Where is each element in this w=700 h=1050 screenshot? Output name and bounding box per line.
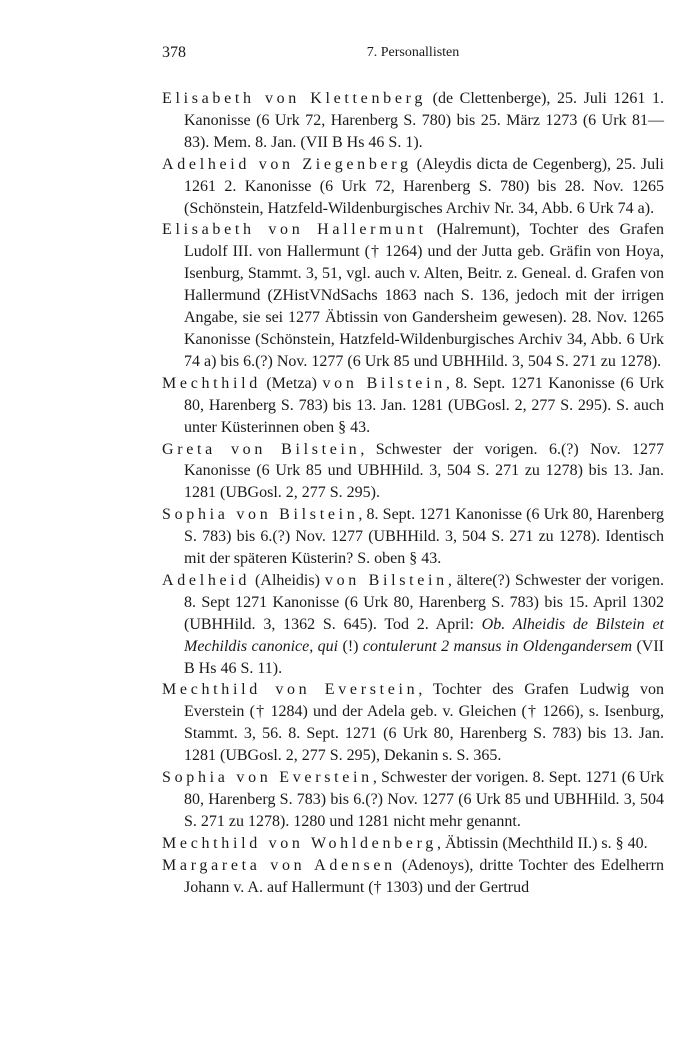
entry — [162, 439, 664, 505]
entry-name: Mechthild — [162, 374, 261, 392]
entry — [162, 154, 664, 220]
entry — [162, 767, 664, 833]
entry — [162, 570, 664, 680]
entry-text: , ältere(?) Schwester der vorigen. 8. Sept 1271 Kanonisse (6 Urk 80, Harenberg S. 783) bis 15. April 1302 (UBHHild. 3, 1362 S. 645). Tod 2. April: — [184, 571, 665, 633]
entry-name: Sophia von Bilstein — [162, 506, 359, 524]
entry-name: Adelheid von Ziegenberg — [162, 155, 412, 173]
entry — [162, 679, 664, 767]
entry-text: , 8. Sept. 1271 Kanonisse (6 Urk 80, Harenberg S. 783) bis 6.(?) Nov. 1277 (UBHHild. 3, 504 S. 271 zu 1278). Identisch mit der späteren Küsterin? S. oben § 43. — [184, 506, 664, 568]
entry-text: (Alheidis) — [250, 571, 325, 589]
entry-text: (Aleydis dicta de Cegenberg), 25. Juli 1261 2. Kanonisse (6 Urk 72, Harenberg S. 780) bis 28. Nov. 1265 (Schönstein, Hatzfeld-Wildenburgisches Archiv Nr. 34, Abb. 6 Urk 74 a). — [184, 155, 664, 217]
page-number: 378 — [162, 44, 186, 61]
entry-name-part: von Bilstein — [322, 374, 446, 392]
entry-text: , Schwester der vorigen. 8. Sept. 1271 (6 Urk 80, Harenberg S. 783) bis 6.(?) Nov. 1277 (6 Urk 85 und UBHHild. 3, 504 S. 271 zu 1278). 1280 und 1281 nicht mehr genannt. — [184, 769, 665, 830]
entry — [162, 855, 664, 899]
running-title: 7. Personallisten — [366, 45, 460, 60]
entry-name: Elisabeth von Klettenberg — [162, 90, 426, 107]
entry-text: , Tochter des Grafen Ludwig von Everstein († 1284) und der Adela geb. v. Gleichen († 1266), s. Isenburg, Stammt. 3, 56. 8. Sept. 1271 (6 Urk 80, Harenberg S. 783) bis 13. Jan. 1281 (UBGosl. 2, 277 S. 295), Dekanin s. S. 365. — [184, 681, 665, 765]
entry-text: , Schwester der vorigen. 6.(?) Nov. 1277 Kanonisse (6 Urk 85 und UBHHild. 3, 504 S. 271 zu 1278) bis 13. Jan. 1281 (UBGosl. 2, 277 S. 295). — [184, 440, 664, 502]
entry — [162, 833, 664, 855]
entry-name: Sophia von Everstein — [162, 769, 373, 787]
entry — [162, 373, 664, 439]
entry — [162, 88, 664, 154]
entry-text: (Halremunt), Tochter des Grafen Ludolf III. von Hallermunt († 1264) und der Jutta geb. Gräfin von Hoya, Isenburg, Stammt. 3, 51, vgl. auch v. Alten, Beitr. z. Geneal. d. Grafen von Hallermund (ZHistVNdSachs 1863 nach S. 136, jedoch mit der irrigen Angabe, sie sei 1277 Äbtissin von Gandersheim gewesen). 28. Nov. 1265 Kanonisse (Schönstein, Hatzfeld-Wildenburgisches Archiv 34, Abb. 6 Urk 74 a) bis 6.(?) Nov. 1277 (6 Urk 85 und UBHHild. 3, 504 S. 271 zu 1278). — [184, 221, 664, 370]
entry-name-part: von Bilstein — [324, 571, 448, 589]
entry-text: , Äbtissin (Mechthild II.) s. § 40. — [436, 834, 648, 852]
entry-text: (de Clettenberge), 25. Juli 1261 1. Kanonisse (6 Urk 72, Harenberg S. 780) bis 25. März 1273 (6 Urk 81—83). Mem. 8. Jan. (VII B Hs 46 S. 1). — [184, 90, 664, 151]
entry-name: Elisabeth von Hallermunt — [162, 221, 427, 239]
entry-text: (Metza) — [260, 374, 323, 392]
page-header — [162, 44, 664, 66]
latin-quote: Ob. Alheidis de Bilstein et Mechildis canonice, qui — [184, 615, 664, 655]
entry-text: (Adenoys), dritte Tochter des Edelherrn Johann v. A. auf Hallermunt († 1303) und der Gertrud — [184, 856, 664, 896]
entry-list — [162, 88, 664, 899]
entry-text: (!) — [338, 637, 363, 655]
entry — [162, 504, 664, 570]
latin-quote: contulerunt 2 mansus in Oldengandersem — [362, 637, 633, 655]
entry-name: Adelheid — [162, 571, 251, 589]
entry-name: Mechthild von Everstein — [162, 681, 419, 699]
entry-name: Margareta von Adensen — [162, 856, 396, 874]
entry-name: Mechthild von Wohldenberg — [162, 834, 437, 852]
entry — [162, 219, 664, 372]
entry-text: (VII B Hs 46 S. 11). — [184, 637, 665, 677]
entry-name: Greta von Bilstein — [162, 440, 361, 458]
entry-text: , 8. Sept. 1271 Kanonisse (6 Urk 80, Harenberg S. 783) bis 13. Jan. 1281 (UBGosl. 2, 277 S. 295). S. auch unter Küsterinnen oben § 43. — [184, 374, 665, 436]
